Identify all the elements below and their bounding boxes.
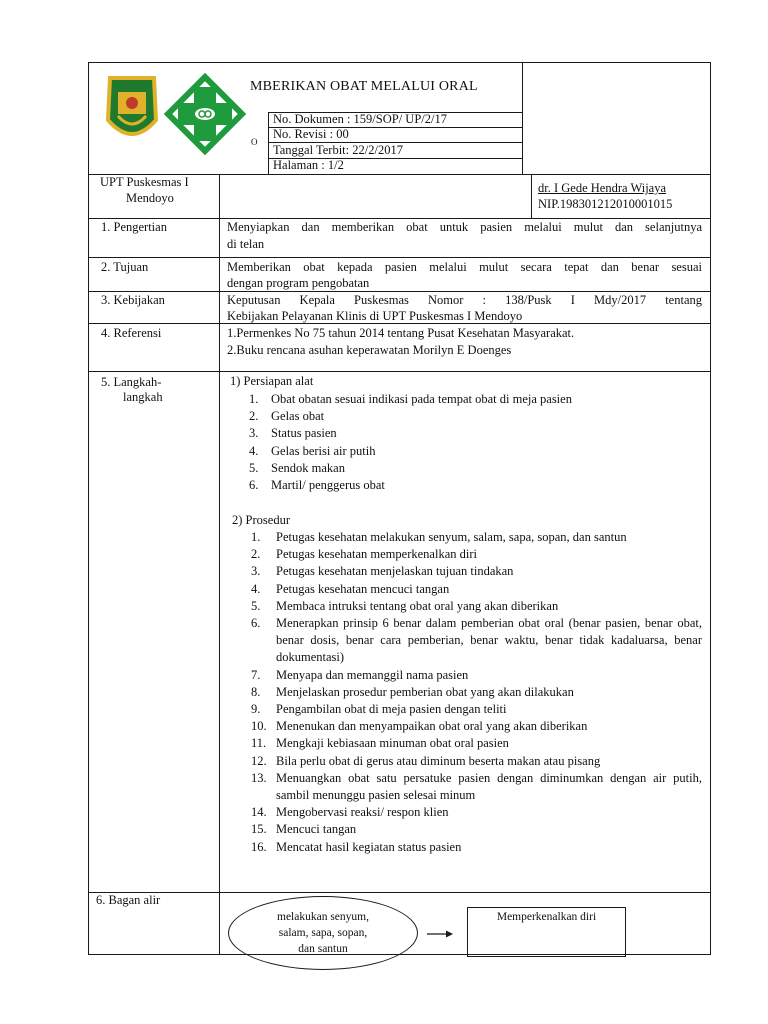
kebijakan-label: 3. Kebijakan [101, 293, 165, 307]
prosedur-item-number: 7. [251, 667, 261, 682]
prosedur-item-number: 15. [251, 822, 267, 837]
prosedur-item-number: 14. [251, 805, 267, 820]
persiapan-item [249, 477, 689, 494]
flow-step-introduce [467, 907, 626, 957]
institution-name-line1: UPT Puskesmas I [100, 175, 189, 189]
flow-step-greet-line1: melakukan senyum, [277, 911, 369, 923]
kebijakan-text-line1: Keputusan Kepala Puskesmas Nomor : 138/Pusk I Mdy/2017 tentang [227, 293, 702, 307]
prosedur-item [251, 581, 702, 598]
prosedur-item-text: Petugas kesehatan memperkenalkan diri [276, 547, 477, 562]
persiapan-item-number: 3. [249, 426, 259, 441]
flow-step-greet [228, 896, 418, 970]
prosedur-item-text: Menjelaskan prosedur pemberian obat yang akan dilakukan [276, 684, 574, 699]
persiapan-item-text: Sendok makan [271, 460, 345, 475]
prosedur-item-text: Menenukan dan menyampaikan obat oral yang akan diberikan [276, 719, 588, 734]
persiapan-item-number: 6. [249, 478, 259, 493]
prosedur-item-text: Menuangkan obat satu persatuke pasien dengan diminumkan dengan air putih, sambil menunggu pasien selesai minum [276, 770, 702, 803]
prosedur-item-number: 10. [251, 719, 267, 734]
persiapan-item-text: Gelas berisi air putih [271, 443, 376, 458]
persiapan-item-number: 2. [249, 409, 259, 424]
prosedur-item [251, 615, 702, 667]
persiapan-item-text: Status pasien [271, 426, 337, 441]
issue-date: Tanggal Terbit: 22/2/2017 [273, 143, 403, 157]
prosedur-item-number: 11. [251, 736, 267, 751]
regency-logo [104, 72, 160, 150]
langkah-label-line1: 5. Langkah- [101, 375, 162, 389]
persiapan-item-number: 4. [249, 443, 259, 458]
prosedur-item-text: Mengkaji kebiasaan minuman obat oral pasien [276, 736, 509, 751]
prosedur-item-text: Mencuci tangan [276, 822, 357, 837]
persiapan-list [249, 391, 689, 494]
prosedur-item-text: Pengambilan obat di meja pasien dengan teliti [276, 702, 507, 717]
prosedur-item-number: 4. [251, 581, 261, 596]
prosedur-item-text: Petugas kesehatan melakukan senyum, salam, sapa, sopan, dan santun [276, 530, 627, 544]
referensi-label: 4. Referensi [101, 326, 162, 340]
prosedur-item [251, 753, 702, 770]
prosedur-item [251, 667, 702, 684]
prosedur-item [251, 701, 702, 718]
flow-step-greet-line2: salam, sapa, sopan, [278, 927, 368, 939]
prosedur-item-number: 16. [251, 839, 267, 854]
prosedur-item [251, 770, 702, 804]
prosedur-item-number: 6. [251, 616, 261, 631]
persiapan-item [249, 443, 689, 460]
tujuan-text-line1: Memberikan obat kepada pasien melalui mulut secara tepat dan benar sesuai [227, 260, 702, 274]
prosedur-item-text: Membaca intruksi tentang obat oral yang akan diberikan [276, 598, 559, 613]
bagan-label: 6. Bagan alir [96, 893, 161, 907]
revision-number: No. Revisi : 00 [273, 127, 349, 141]
prosedur-item-text: Mencatat hasil kegiatan status pasien [276, 839, 462, 854]
prosedur-item-number: 9. [251, 702, 261, 717]
prosedur-item [251, 735, 702, 752]
signer-nip: NIP.198301212010001015 [538, 197, 673, 211]
page-number: Halaman : 1/2 [273, 158, 344, 172]
puskesmas-cross-icon [160, 69, 250, 159]
prosedur-item-number: 2. [251, 547, 261, 562]
kebijakan-text-line2: Kebijakan Pelayanan Klinis di UPT Puskesmas I Mendoyo [227, 309, 523, 323]
persiapan-item-number: 5. [249, 460, 259, 475]
flow-arrow-icon [427, 928, 453, 938]
prosedur-item-number: 5. [251, 598, 261, 613]
prosedur-item [251, 684, 702, 701]
regency-shield-icon [104, 72, 160, 150]
flow-step-introduce-label: Memperkenalkan diri [496, 911, 597, 923]
flow-step-greet-line3: dan santun [298, 943, 348, 955]
prosedur-item-number: 13. [251, 770, 267, 785]
sop-title: MBERIKAN OBAT MELALUI ORAL [250, 79, 478, 94]
tujuan-text-line2: dengan program pengobatan [227, 276, 370, 290]
pengertian-text-line2: di telan [227, 237, 265, 251]
referensi-text-line2: 2.Buku rencana asuhan keperawatan Morilyn E Doenges [227, 343, 512, 357]
puskesmas-logo [160, 69, 250, 159]
persiapan-item-text: Martil/ penggerus obat [271, 478, 385, 493]
persiapan-item-text: Gelas obat [271, 409, 325, 424]
signer-name: dr. I Gede Hendra Wijaya [538, 181, 667, 195]
persiapan-item-text: Obat obatan sesuai indikasi pada tempat obat di meja pasien [271, 392, 572, 406]
prosedur-item [251, 718, 702, 735]
doc-number: No. Dokumen : 159/SOP/ UP/2/17 [273, 112, 447, 126]
persiapan-item [249, 425, 689, 442]
prosedur-item [251, 598, 702, 615]
prosedur-item-text: Mengobervasi reaksi/ respon klien [276, 805, 449, 820]
tujuan-label: 2. Tujuan [101, 260, 149, 274]
persiapan-item-number: 1. [249, 392, 259, 406]
prosedur-item [251, 546, 702, 563]
referensi-text-line1: 1.Permenkes No 75 tahun 2014 tentang Pusat Kesehatan Masyarakat. [227, 326, 575, 340]
prosedur-item-text: Menerapkan prinsip 6 benar dalam pemberian obat oral (benar pasien, benar obat, benar dosis, benar cara pemberian, benar waktu, benar tidak kadaluarsa, benar dokumentasi) [276, 616, 702, 665]
persiapan-item [249, 408, 689, 425]
pengertian-label: 1. Pengertian [101, 220, 167, 234]
pengertian-text-line1: Menyiapkan dan memberikan obat untuk pasien melalui mulut dan selanjutnya [227, 220, 702, 234]
prosedur-item [251, 821, 702, 838]
persiapan-item [249, 460, 689, 477]
prosedur-heading: 2) Prosedur [232, 513, 290, 527]
prosedur-item-text: Petugas kesehatan mencuci tangan [276, 581, 450, 596]
prosedur-item-number: 8. [251, 684, 261, 699]
prosedur-item [251, 563, 702, 580]
prosedur-item-number: 3. [251, 564, 261, 579]
persiapan-heading: 1) Persiapan alat [230, 374, 314, 388]
institution-name-line2: Mendoyo [126, 191, 174, 205]
prosedur-item [251, 529, 702, 546]
prosedur-item [251, 839, 702, 856]
prosedur-item-text: Petugas kesehatan menjelaskan tujuan tindakan [276, 564, 514, 579]
prosedur-list [251, 529, 702, 856]
persiapan-item [249, 391, 689, 408]
langkah-label-line2: langkah [123, 390, 163, 404]
sop-marker: O [251, 137, 258, 147]
prosedur-item-number: 1. [251, 530, 261, 544]
prosedur-item [251, 804, 702, 821]
prosedur-item-text: Bila perlu obat di gerus atau diminum beserta makan atau pisang [276, 753, 601, 768]
prosedur-item-text: Menyapa dan memanggil nama pasien [276, 667, 469, 682]
prosedur-item-number: 12. [251, 753, 267, 768]
